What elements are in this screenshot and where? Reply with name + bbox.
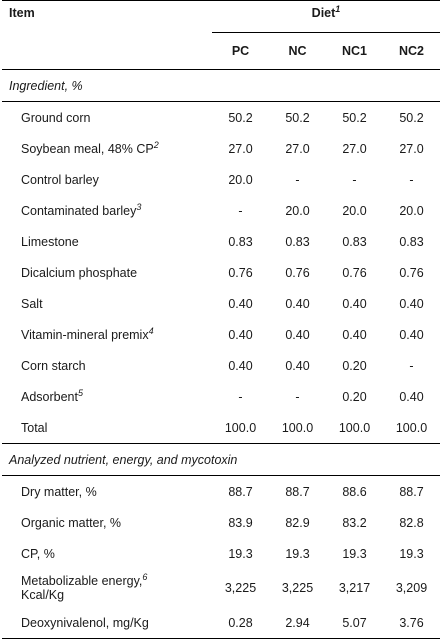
cell-value: 50.2 [342,110,367,125]
table-body [2,70,440,639]
diet-column-header [212,1,440,33]
cell-value: 50.2 [399,110,424,125]
row-label [2,257,212,288]
item-column-header [2,1,212,33]
diet-header-label: Diet [311,6,336,20]
cell-value: 82.9 [285,515,310,530]
row-label-text: CP, % [21,546,55,561]
cell-value: 19.3 [399,546,424,561]
cell-value: 0.83 [399,234,424,249]
row-label-footnote: 6 [142,571,148,582]
cell-value: 5.07 [326,607,383,639]
cell-value: 0.40 [228,296,253,311]
row-label-text: Metabolizable energy, [21,574,143,588]
cell-value: 0.76 [228,265,253,280]
section-header-row [2,70,440,102]
cell-value: 0.76 [342,265,367,280]
cell-value: - [352,172,357,187]
cell-value: - [409,358,414,373]
row-label-text: Limestone [21,234,79,249]
row-label [2,507,212,538]
row-label [2,288,212,319]
cell-value: 0.40 [228,358,253,373]
cell-value: - [295,389,300,404]
table-row [2,226,440,257]
cell-value: 3,225 [224,581,257,595]
table-row [2,102,440,134]
cell-value: 20.0 [285,203,310,218]
row-label-footnote: 4 [148,325,154,336]
row-label-text: Control barley [21,172,99,187]
diet-composition-table [2,0,440,639]
row-label-text: Dry matter, % [21,484,97,499]
cell-value: - [238,203,243,218]
row-label-footnote: 2 [153,139,159,150]
cell-value: 88.7 [228,484,253,499]
cell-value: 0.40 [285,358,310,373]
row-label [2,102,212,134]
cell-value: 20.0 [399,203,424,218]
cell-value: 0.40 [399,327,424,342]
table-row [2,412,440,444]
item-header-label: Item [9,6,35,20]
header-row-top [2,1,440,33]
row-label [2,350,212,381]
row-label-text: Ground corn [21,110,91,125]
cell-value: 0.83 [342,234,367,249]
table-row [2,195,440,226]
header-row-diets [2,33,440,70]
cell-value: 3.76 [383,607,440,639]
column-header-pc: PC [212,33,269,70]
row-label [2,226,212,257]
cell-value: 0.83 [285,234,310,249]
row-label [2,195,212,226]
cell-value: 50.2 [285,110,310,125]
cell-value: 2.94 [269,607,326,639]
cell-value: 0.28 [212,607,269,639]
cell-value: 20.0 [342,203,367,218]
cell-value: 88.7 [285,484,310,499]
row-label-text: Vitamin-mineral premix [21,327,149,342]
row-label-unit: Kcal/Kg [21,588,65,602]
table-row [2,164,440,195]
cell-value: 3,217 [338,581,371,595]
row-label [2,538,212,569]
row-label [2,569,212,607]
cell-value: 82.8 [399,515,424,530]
cell-value: 0.40 [228,327,253,342]
cell-value: 50.2 [228,110,253,125]
table-row [2,319,440,350]
cell-value: - [295,172,300,187]
cell-value: 0.20 [342,389,367,404]
cell-value: 3,209 [395,581,428,595]
table-row [2,257,440,288]
cell-value: 27.0 [342,141,367,156]
cell-value: 0.83 [228,234,253,249]
cell-value: 0.20 [342,358,367,373]
table-row [2,288,440,319]
cell-value: 0.40 [342,296,367,311]
column-header-nc1: NC1 [326,33,383,70]
column-header-nc2: NC2 [383,33,440,70]
cell-value: 83.2 [342,515,367,530]
row-label [2,412,212,444]
table-row [2,569,440,607]
cell-value: 0.40 [285,327,310,342]
row-label [2,164,212,195]
row-label [2,476,212,508]
row-label-footnote: 3 [136,201,142,212]
cell-value: 0.40 [399,296,424,311]
diet-header-footnote: 1 [335,3,341,14]
cell-value: 19.3 [342,546,367,561]
row-label-text: Total [21,420,48,435]
row-label-footnote: 5 [77,387,83,398]
cell-value: 100.0 [269,412,326,444]
cell-value: 0.76 [399,265,424,280]
cell-value: 0.76 [285,265,310,280]
cell-value: 100.0 [326,412,383,444]
column-header-nc: NC [269,33,326,70]
section-title: Ingredient, % [2,70,440,102]
row-label-text: Adsorbent [21,389,78,404]
table-row [2,507,440,538]
cell-value: 0.40 [342,327,367,342]
header-spacer [2,33,212,70]
cell-value: - [409,172,414,187]
row-label-text: Dicalcium phosphate [21,265,138,280]
row-label-text: Contaminated barley [21,203,137,218]
cell-value: 88.7 [399,484,424,499]
table-row [2,607,440,639]
table-row [2,476,440,508]
cell-value: 100.0 [212,412,269,444]
row-label-text: Organic matter, % [21,515,122,530]
row-label [2,133,212,164]
table-row [2,538,440,569]
cell-value: 83.9 [228,515,253,530]
row-label-text: Corn starch [21,358,86,373]
section-header-row [2,444,440,476]
row-label [2,381,212,412]
cell-value: 27.0 [228,141,253,156]
table-row [2,133,440,164]
section-title: Analyzed nutrient, energy, and mycotoxin [2,444,440,476]
cell-value: 27.0 [399,141,424,156]
table-row [2,381,440,412]
row-label [2,607,212,639]
cell-value: 3,225 [281,581,314,595]
row-label [2,319,212,350]
cell-value: 0.40 [399,389,424,404]
cell-value: 20.0 [228,172,253,187]
cell-value: - [238,389,243,404]
cell-value: 19.3 [285,546,310,561]
cell-value: 88.6 [342,484,367,499]
cell-value: 100.0 [383,412,440,444]
cell-value: 19.3 [228,546,253,561]
cell-value: 0.40 [285,296,310,311]
row-label-text: Salt [21,296,43,311]
row-label-text: Deoxynivalenol, mg/Kg [21,615,149,630]
cell-value: 27.0 [285,141,310,156]
row-label-text: Soybean meal, 48% CP [21,141,154,156]
table-row [2,350,440,381]
